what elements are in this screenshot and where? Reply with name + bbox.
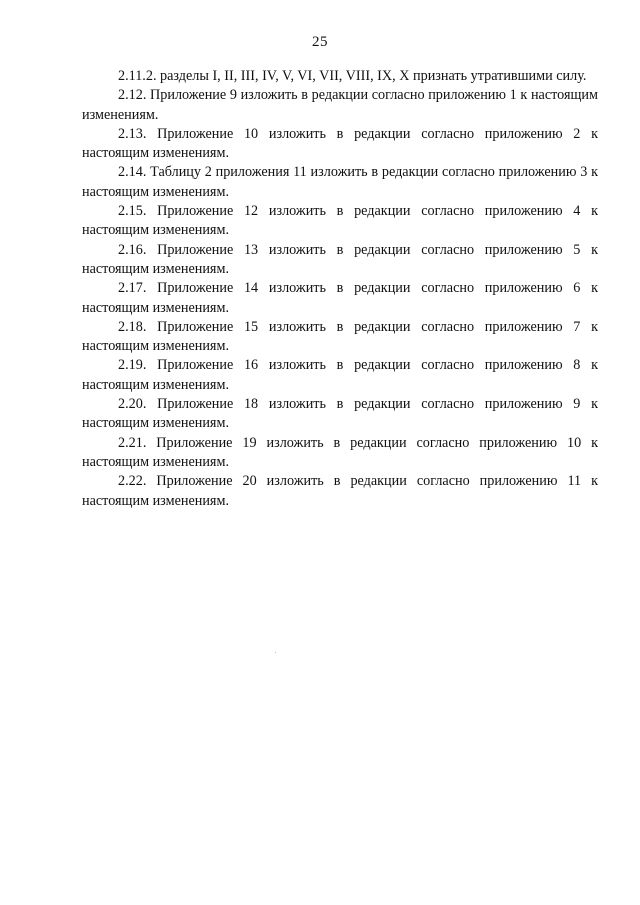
paragraph-2-19: 2.19. Приложение 16 изложить в редакции согласно приложению 8 к настоящим изменениям. <box>82 357 598 393</box>
scan-speck <box>275 652 276 653</box>
paragraph-2-21: 2.21. Приложение 19 изложить в редакции согласно приложению 10 к настоящим изменениям. <box>82 434 598 470</box>
page-number: 25 <box>312 34 328 50</box>
paragraph-2-13: 2.13. Приложение 10 изложить в редакции согласно приложению 2 к настоящим изменениям. <box>82 125 598 162</box>
paragraph-2-14: 2.14. Таблицу 2 приложения 11 изложить в редакции согласно приложению 3 к настоящим изменениям. <box>82 164 598 200</box>
paragraph-2-15: 2.15. Приложение 12 изложить в редакции согласно приложению 4 к настоящим изменениям. <box>82 203 598 239</box>
paragraph-2-11-2: 2.11.2. разделы I, II, III, IV, V, VI, VII, VIII, IX, X признать утратившими силу. <box>118 68 587 84</box>
paragraph-2-20: 2.20. Приложение 18 изложить в редакции согласно приложению 9 к настоящим изменениям. <box>82 396 598 432</box>
paragraph-2-18: 2.18. Приложение 15 изложить в редакции согласно приложению 7 к настоящим изменениям. <box>82 318 598 355</box>
paragraph-2-17: 2.17. Приложение 14 изложить в редакции согласно приложению 6 к настоящим изменениям. <box>82 280 598 316</box>
document-body <box>82 67 598 511</box>
paragraph-2-12: 2.12. Приложение 9 изложить в редакции согласно приложению 1 к настоящим изменениям. <box>82 87 598 123</box>
paragraph-2-16: 2.16. Приложение 13 изложить в редакции согласно приложению 5 к настоящим изменениям. <box>82 241 598 277</box>
paragraph-2-22: 2.22. Приложение 20 изложить в редакции согласно приложению 11 к настоящим изменениям. <box>82 473 598 509</box>
